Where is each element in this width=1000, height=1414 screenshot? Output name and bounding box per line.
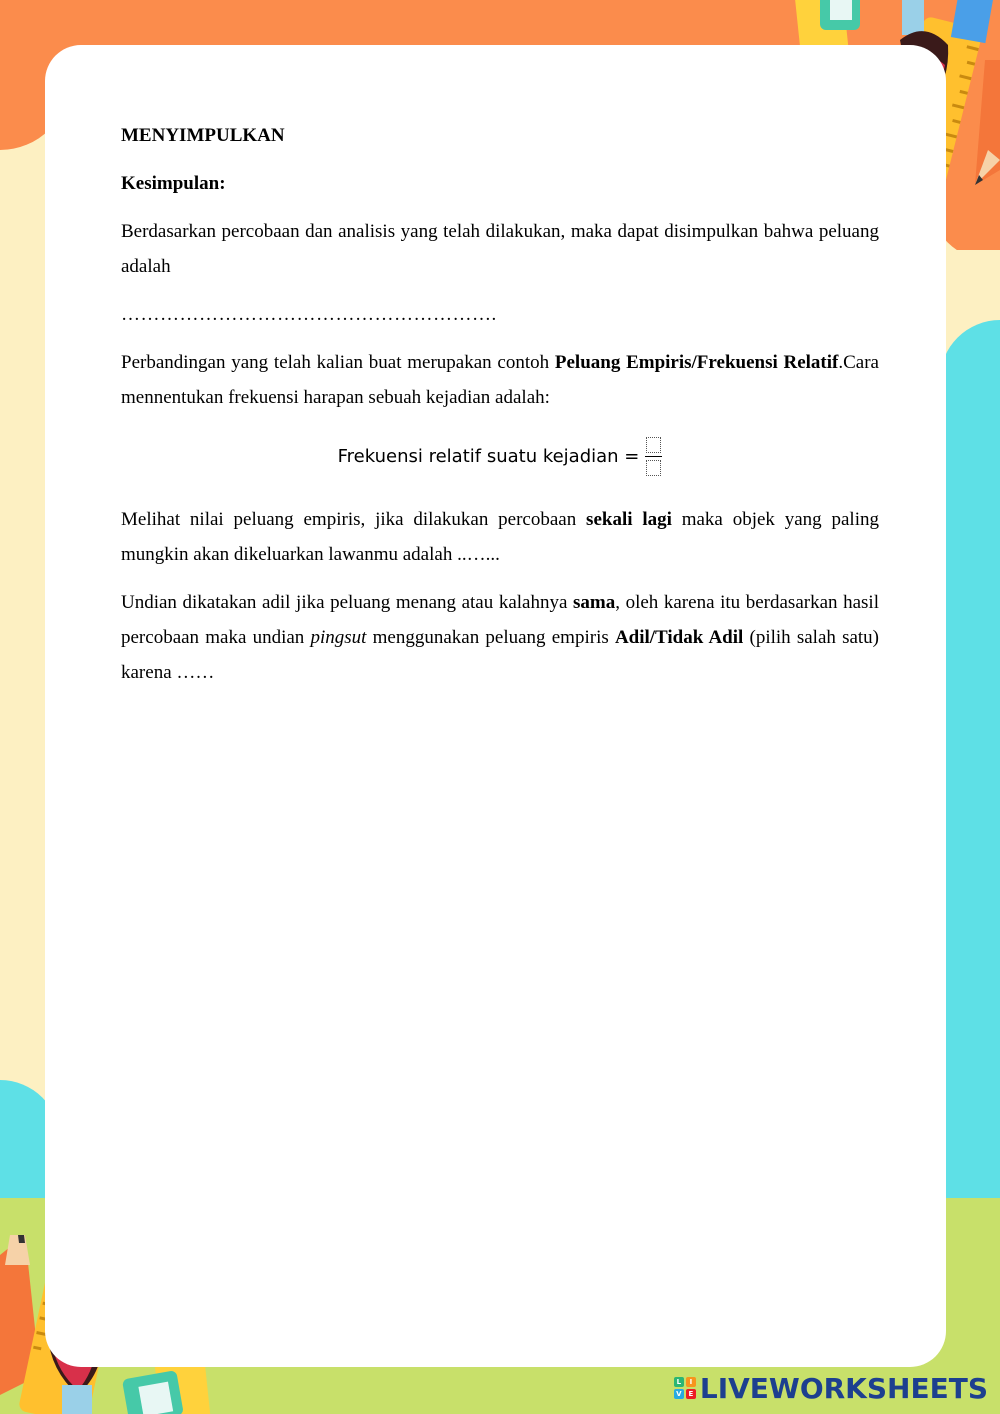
background-right-teal-shape — [940, 320, 1000, 1220]
formula-fraction — [645, 437, 662, 476]
logo-tile: L — [674, 1377, 684, 1387]
paragraph-bold-text: sekali lagi — [586, 509, 672, 530]
worksheet-content — [121, 118, 879, 703]
liveworksheets-logo[interactable] — [674, 1368, 988, 1408]
next-trial-paragraph — [121, 502, 879, 572]
conclusion-paragraph: Berdasarkan percobaan dan analisis yang telah dilakukan, maka dapat disimpulkan bahwa peluang adalah — [121, 221, 879, 277]
paragraph-text: Perbandingan yang telah kalian buat merupakan contoh — [121, 352, 555, 373]
paragraph-text: Undian dikatakan adil jika peluang menang atau kalahnya — [121, 592, 573, 613]
paragraph-bold-text: Peluang Empiris/Frekuensi Relatif — [554, 352, 839, 373]
paragraph-bold-text: sama — [573, 592, 616, 613]
paragraph-text: Melihat nilai peluang empiris, jika dilakukan percobaan — [121, 509, 587, 530]
logo-tile: E — [686, 1389, 696, 1399]
fairness-paragraph — [121, 585, 879, 690]
paragraph-bold-text: Adil/Tidak Adil — [614, 627, 744, 648]
paragraph-text: maka objek yang paling mungkin akan dikeluarkan lawanmu adalah ..…... — [121, 509, 879, 565]
numerator-input-box[interactable] — [646, 437, 661, 453]
logo-tiles-icon — [674, 1377, 696, 1399]
paragraph-text: menggunakan peluang empiris — [366, 627, 615, 648]
paragraph-text: (pilih salah satu) karena …… — [121, 627, 880, 683]
paragraph-text: , oleh karena itu berdasarkan hasil percobaan maka undian — [121, 592, 879, 648]
formula-label: Frekuensi relatif suatu kejadian = — [337, 446, 640, 467]
section-title: MENYIMPULKAN — [121, 125, 285, 146]
relative-frequency-formula — [121, 437, 879, 476]
denominator-input-box[interactable] — [646, 460, 661, 476]
logo-tile: I — [686, 1377, 696, 1387]
logo-tile: V — [674, 1389, 684, 1399]
answer-blank-line[interactable]: …………………………………………………. — [121, 304, 497, 325]
logo-wordmark: LIVEWORKSHEETS — [699, 1371, 988, 1405]
empirical-probability-paragraph — [121, 345, 879, 415]
paragraph-text: .Cara mennentukan frekuensi harapan sebuah kejadian adalah: — [121, 352, 879, 408]
paragraph-italic-text: pingsut — [310, 627, 367, 648]
conclusion-subtitle: Kesimpulan: — [121, 173, 226, 194]
fraction-bar — [645, 456, 662, 457]
